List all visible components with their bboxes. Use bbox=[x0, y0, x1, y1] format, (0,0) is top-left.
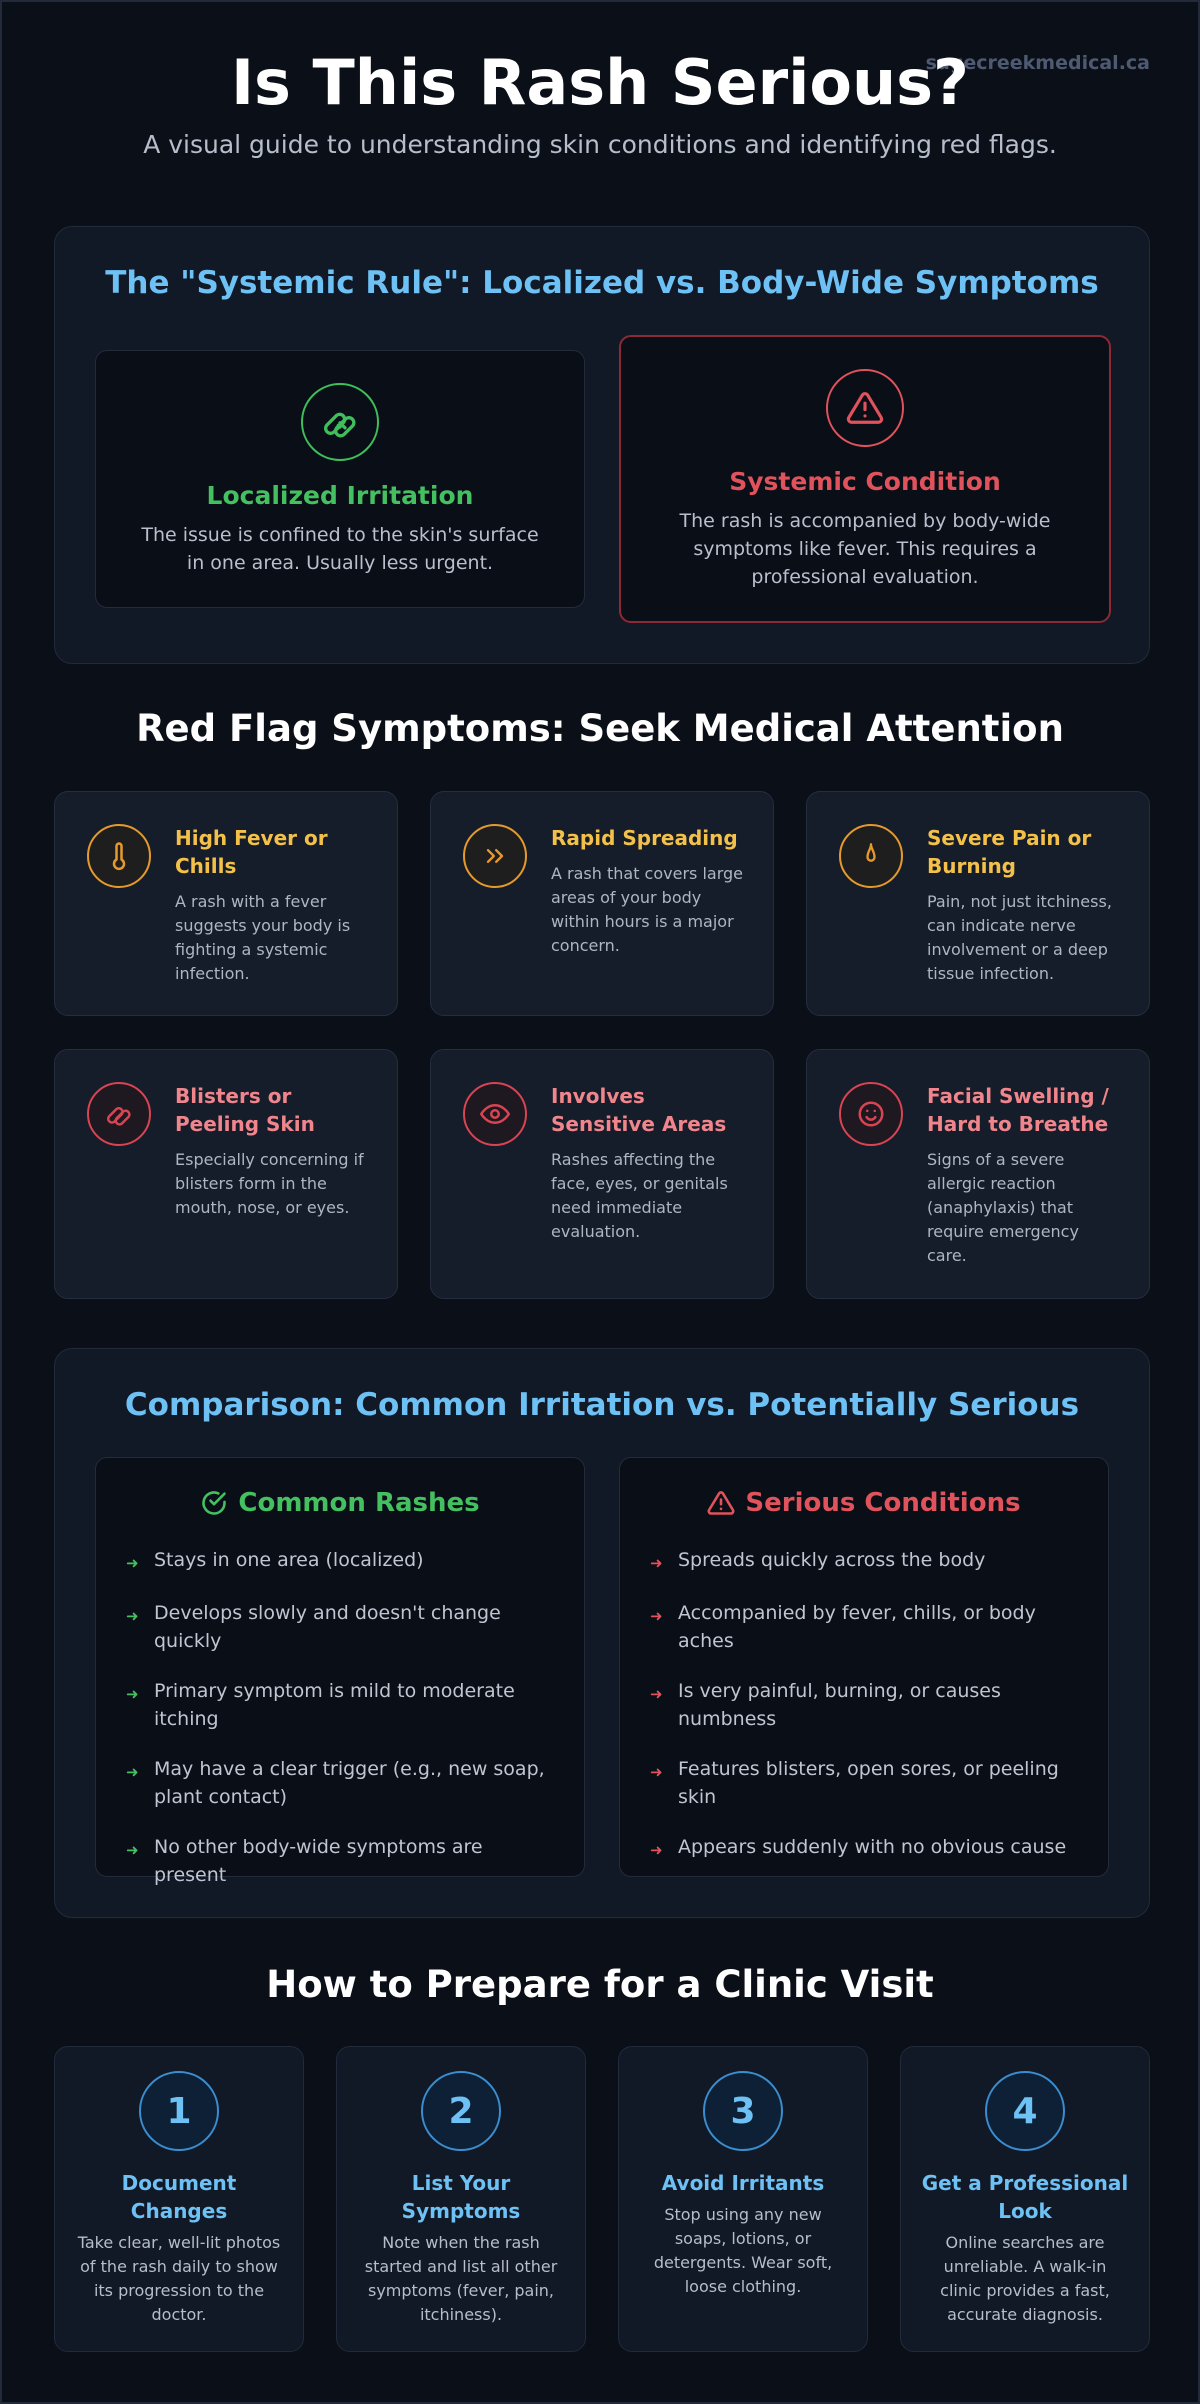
systemic-rule-title: The "Systemic Rule": Localized vs. Body-Wide Symptoms bbox=[105, 265, 1099, 301]
serious-conditions-column bbox=[619, 1457, 1109, 1877]
step-title: Avoid Irritants bbox=[661, 2171, 825, 2195]
step-text: Take clear, well-lit photos of the rash daily to show its progression to the doctor. bbox=[77, 2233, 281, 2324]
comparison-item-text: Is very painful, burning, or causes numbness bbox=[678, 1680, 1001, 1730]
bandage-icon bbox=[87, 1082, 151, 1146]
comparison-list-item bbox=[650, 1677, 1082, 1733]
step-card-4 bbox=[900, 2046, 1150, 2352]
step-title: List Your Symptoms bbox=[401, 2171, 521, 2223]
arrow-right-icon: ➜ bbox=[650, 1763, 663, 1781]
check-circle-icon bbox=[200, 1489, 228, 1517]
common-rashes-heading bbox=[96, 1488, 584, 1518]
flag-title: Involves Sensitive Areas bbox=[551, 1084, 727, 1136]
comparison-list-item bbox=[650, 1599, 1082, 1655]
comparison-item-text: No other body-wide symptoms are present bbox=[154, 1836, 483, 1886]
flag-title: Blisters or Peeling Skin bbox=[175, 1084, 315, 1136]
comparison-list-item bbox=[650, 1755, 1082, 1811]
comparison-list-item bbox=[126, 1546, 558, 1577]
bandage-icon bbox=[301, 383, 379, 461]
flag-text: Signs of a severe allergic reaction (anaphylaxis) that require emergency care. bbox=[927, 1150, 1079, 1265]
step-title: Document Changes bbox=[121, 2171, 237, 2223]
flag-text: Rashes affecting the face, eyes, or genitals need immediate evaluation. bbox=[551, 1150, 728, 1241]
flag-card-swelling bbox=[806, 1049, 1150, 1299]
warning-icon bbox=[826, 369, 904, 447]
step-card-3 bbox=[618, 2046, 868, 2352]
comparison-list-item bbox=[650, 1833, 1082, 1864]
arrow-right-icon: ➜ bbox=[126, 1554, 139, 1572]
serious-conditions-list bbox=[650, 1546, 1082, 1886]
localized-card bbox=[95, 350, 585, 608]
comparison-list-item bbox=[650, 1546, 1082, 1577]
flag-card-sensitive bbox=[430, 1049, 774, 1299]
step-title: Get a Professional Look bbox=[921, 2171, 1129, 2223]
flag-text: Pain, not just itchiness, can indicate nerve involvement or a deep tissue infection. bbox=[927, 892, 1112, 983]
arrow-right-icon: ➜ bbox=[126, 1685, 139, 1703]
comparison-item-text: May have a clear trigger (e.g., new soap, plant contact) bbox=[154, 1758, 545, 1808]
comparison-list-item bbox=[126, 1833, 558, 1889]
thermometer-icon bbox=[87, 824, 151, 888]
flag-title: Rapid Spreading bbox=[551, 826, 738, 850]
comparison-item-text: Primary symptom is mild to moderate itching bbox=[154, 1680, 515, 1730]
step-number: 3 bbox=[703, 2071, 783, 2151]
prepare-title: How to Prepare for a Clinic Visit bbox=[266, 1963, 934, 2006]
double-chevron-right-icon bbox=[463, 824, 527, 888]
page-subtitle: A visual guide to understanding skin conditions and identifying red flags. bbox=[143, 130, 1057, 159]
flag-card-fever bbox=[54, 791, 398, 1016]
red-flags-title: Red Flag Symptoms: Seek Medical Attention bbox=[136, 707, 1064, 750]
comparison-panel bbox=[54, 1348, 1150, 1918]
flag-title: Facial Swelling / Hard to Breathe bbox=[927, 1084, 1109, 1136]
warning-icon bbox=[707, 1489, 735, 1517]
common-rashes-column bbox=[95, 1457, 585, 1886]
systemic-card bbox=[619, 335, 1111, 623]
comparison-item-text: Stays in one area (localized) bbox=[154, 1549, 424, 1571]
step-number: 2 bbox=[421, 2071, 501, 2151]
systemic-title: Systemic Condition bbox=[729, 467, 1001, 496]
comparison-item-text: Appears suddenly with no obvious cause bbox=[678, 1836, 1067, 1858]
serious-conditions-title: Serious Conditions bbox=[745, 1488, 1021, 1518]
comparison-item-text: Spreads quickly across the body bbox=[678, 1549, 986, 1571]
flag-card-blisters bbox=[54, 1049, 398, 1299]
comparison-item-text: Develops slowly and doesn't change quickly bbox=[154, 1602, 501, 1652]
arrow-right-icon: ➜ bbox=[650, 1841, 663, 1859]
systemic-rule-panel bbox=[54, 226, 1150, 664]
common-rashes-title: Common Rashes bbox=[238, 1488, 480, 1518]
arrow-right-icon: ➜ bbox=[650, 1685, 663, 1703]
systemic-text: The rash is accompanied by body-wide symptoms like fever. This requires a professional evaluation. bbox=[679, 510, 1051, 588]
step-text: Online searches are unreliable. A walk-in clinic provides a fast, accurate diagnosis. bbox=[940, 2233, 1110, 2324]
flag-card-pain bbox=[806, 791, 1150, 1016]
step-card-1 bbox=[54, 2046, 304, 2352]
eye-icon bbox=[463, 1082, 527, 1146]
comparison-item-text: Accompanied by fever, chills, or body aches bbox=[678, 1602, 1036, 1652]
flag-title: Severe Pain or Burning bbox=[927, 826, 1092, 878]
comparison-item-text: Features blisters, open sores, or peeling skin bbox=[678, 1758, 1059, 1808]
step-card-2 bbox=[336, 2046, 586, 2352]
arrow-right-icon: ➜ bbox=[650, 1554, 663, 1572]
page-title: Is This Rash Serious? bbox=[230, 46, 970, 119]
comparison-title: Comparison: Common Irritation vs. Potentially Serious bbox=[124, 1387, 1080, 1423]
flag-card-spreading bbox=[430, 791, 774, 1016]
comparison-list-item bbox=[126, 1599, 558, 1655]
comparison-list-item bbox=[126, 1677, 558, 1733]
serious-conditions-heading bbox=[620, 1488, 1108, 1518]
flame-icon bbox=[839, 824, 903, 888]
arrow-right-icon: ➜ bbox=[126, 1607, 139, 1625]
localized-text: The issue is confined to the skin's surface in one area. Usually less urgent. bbox=[141, 524, 539, 574]
face-icon bbox=[839, 1082, 903, 1146]
flag-text: Especially concerning if blisters form in the mouth, nose, or eyes. bbox=[175, 1150, 364, 1217]
step-text: Note when the rash started and list all other symptoms (fever, pain, itchiness). bbox=[364, 2233, 558, 2324]
step-text: Stop using any new soaps, lotions, or detergents. Wear soft, loose clothing. bbox=[653, 2205, 833, 2296]
flag-text: A rash that covers large areas of your body within hours is a major concern. bbox=[551, 864, 743, 955]
flag-text: A rash with a fever suggests your body is fighting a systemic infection. bbox=[175, 892, 351, 983]
site-watermark: sagecreekmedical.ca bbox=[925, 52, 1150, 74]
arrow-right-icon: ➜ bbox=[126, 1763, 139, 1781]
arrow-right-icon: ➜ bbox=[126, 1841, 139, 1859]
step-number: 4 bbox=[985, 2071, 1065, 2151]
localized-title: Localized Irritation bbox=[206, 481, 474, 510]
step-number: 1 bbox=[139, 2071, 219, 2151]
common-rashes-list bbox=[126, 1546, 558, 1911]
comparison-list-item bbox=[126, 1755, 558, 1811]
arrow-right-icon: ➜ bbox=[650, 1607, 663, 1625]
flag-title: High Fever or Chills bbox=[175, 826, 328, 878]
